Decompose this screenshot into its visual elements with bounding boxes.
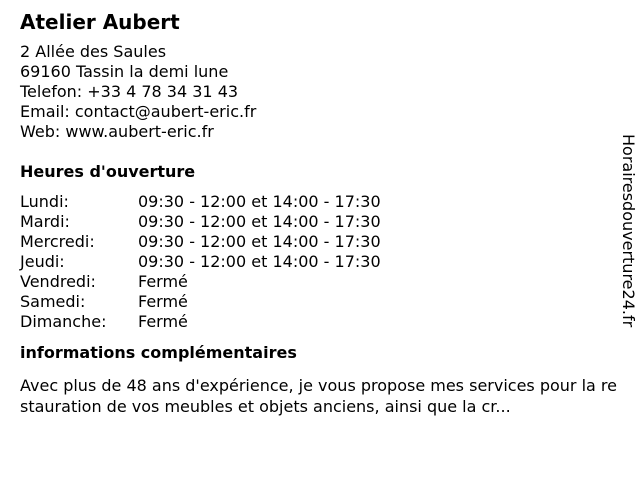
address-line-city: 69160 Tassin la demi lune xyxy=(20,62,229,81)
business-card xyxy=(20,10,617,417)
hours-value: Fermé xyxy=(138,312,188,331)
hours-row xyxy=(20,312,610,332)
hours-row xyxy=(20,192,610,212)
hours-row xyxy=(20,212,610,232)
web-label: Web: xyxy=(20,122,61,141)
hours-day: Samedi: xyxy=(20,292,86,311)
hours-value: 09:30 - 12:00 et 14:00 - 17:30 xyxy=(138,252,381,271)
address-block xyxy=(20,42,610,142)
hours-day: Mardi: xyxy=(20,212,70,231)
email-address[interactable]: contact@aubert-eric.fr xyxy=(74,102,257,121)
hours-value: 09:30 - 12:00 et 14:00 - 17:30 xyxy=(138,192,381,211)
web-line xyxy=(20,122,610,142)
phone-line xyxy=(20,82,610,102)
hours-day: Mercredi: xyxy=(20,232,95,251)
info-text: Avec plus de 48 ans d'expérience, je vous propose mes services pour la restauration de vos meubles et objets anciens, ainsi que la cr... xyxy=(20,376,617,416)
hours-day: Dimanche: xyxy=(20,312,107,331)
info-title: informations complémentaires xyxy=(20,343,297,362)
hours-day: Lundi: xyxy=(20,192,69,211)
hours-row xyxy=(20,292,610,312)
hours-value: 09:30 - 12:00 et 14:00 - 17:30 xyxy=(138,212,381,231)
hours-value: Fermé xyxy=(138,292,188,311)
hours-day: Jeudi: xyxy=(20,252,65,271)
address-line-street: 2 Allée des Saules xyxy=(20,42,167,61)
hours-row xyxy=(20,272,610,292)
hours-day: Vendredi: xyxy=(20,272,96,291)
hours-title: Heures d'ouverture xyxy=(20,162,196,181)
hours-value: Fermé xyxy=(138,272,188,291)
business-name: Atelier Aubert xyxy=(20,10,180,34)
hours-value: 09:30 - 12:00 et 14:00 - 17:30 xyxy=(138,232,381,251)
hours-row xyxy=(20,252,610,272)
web-address[interactable]: www.aubert-eric.fr xyxy=(65,122,214,141)
phone-number[interactable]: +33 4 78 34 31 43 xyxy=(87,82,239,101)
email-label: Email: xyxy=(20,102,70,121)
site-watermark: Horairesdouverture24.fr xyxy=(619,134,638,328)
hours-table xyxy=(20,192,610,332)
hours-row xyxy=(20,232,610,252)
email-line xyxy=(20,102,610,122)
phone-label: Telefon: xyxy=(20,82,83,101)
